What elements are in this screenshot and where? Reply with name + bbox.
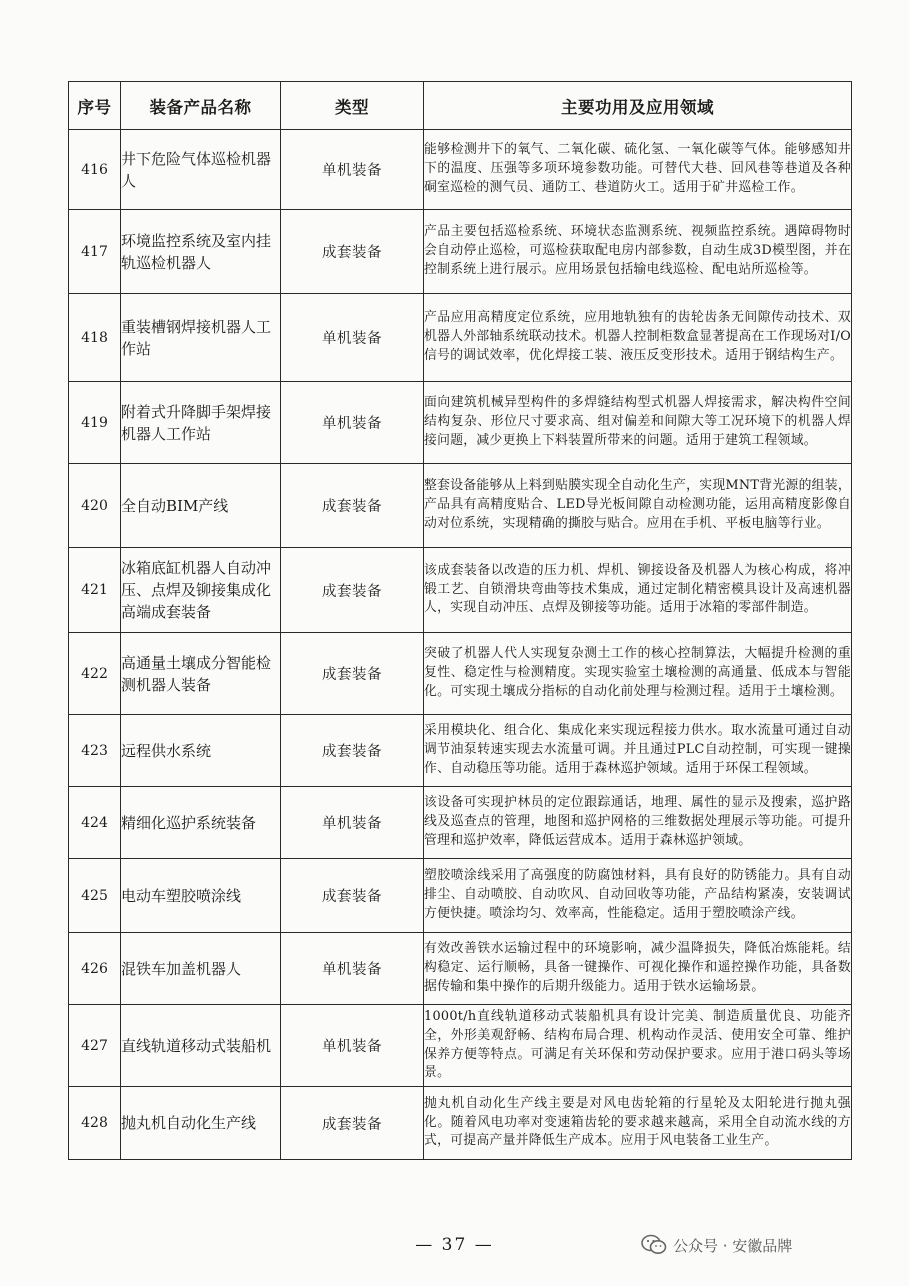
table-row [69,210,852,294]
table-row [69,548,852,633]
function-description: 该设备可实现护林员的定位跟踪通话，地理、属性的显示及搜索，巡护路线及巡查点的管理，地图和巡护网格的三维数据处理展示等功能。可提升管理和巡护效率，降低运营成本。适用于森林巡护领域。 [424,787,852,859]
table-row [69,1005,852,1087]
equipment-type: 成套装备 [281,210,424,294]
row-number: 428 [69,1087,121,1160]
table-row [69,464,852,548]
page-number: — 37 — [415,1235,494,1255]
row-number: 424 [69,787,121,859]
function-description: 塑胶喷涂线采用了高强度的防腐蚀材料，具有良好的防锈能力。具有自动排尘、自动喷胶、自动吹风、自动回收等功能，产品结构紧凑，安装调试方便快捷。喷涂均匀、效率高，性能稳定。适用于塑胶喷涂产线。 [424,859,852,933]
row-number: 426 [69,933,121,1005]
header-no: 序号 [69,82,121,130]
watermark [641,1234,792,1256]
product-name: 抛丸机自动化生产线 [121,1087,281,1160]
function-description: 整套设备能够从上料到贴膜实现全自动化生产，实现MNT背光源的组装，产品具有高精度贴合、LED导光板间隙自动检测功能，运用高精度影像自动对位系统，实现精确的撕胶与贴合。应用在手机、平板电脑等行业。 [424,464,852,548]
function-description: 抛丸机自动化生产线主要是对风电齿轮箱的行星轮及太阳轮进行抛丸强化。随着风电功率对变速箱齿轮的要求越来越高，采用全自动流水线的方式，可提高产量并降低生产成本。应用于风电装备工业生产。 [424,1087,852,1160]
table-row [69,633,852,715]
product-name: 重装槽钢焊接机器人工作站 [121,294,281,382]
equipment-type: 成套装备 [281,633,424,715]
function-description: 该成套装备以改造的压力机、焊机、铆接设备及机器人为核心构成，将冲锻工艺、自锁滑块弯曲等技术集成，通过定制化精密模具设计及高速机器人，实现自动冲压、点焊及铆接等功能。适用于冰箱的零部件制造。 [424,548,852,633]
function-description: 1000t/h直线轨道移动式装船机具有设计完美、制造质量优良、功能齐全，外形美观舒畅、结构布局合理、机构动作灵活、使用安全可靠、维护保养方便等特点。可满足有关环保和劳动保护要求。应用于港口码头等场景。 [424,1005,852,1087]
equipment-type: 成套装备 [281,464,424,548]
row-number: 418 [69,294,121,382]
product-name: 井下危险气体巡检机器人 [121,130,281,210]
table-row [69,130,852,210]
table-row [69,933,852,1005]
equipment-table [68,81,852,1160]
equipment-type: 成套装备 [281,548,424,633]
product-name: 环境监控系统及室内挂轨巡检机器人 [121,210,281,294]
watermark-text: 公众号 · 安徽品牌 [673,1236,793,1255]
table-row [69,294,852,382]
table-row [69,382,852,464]
row-number: 425 [69,859,121,933]
row-number: 421 [69,548,121,633]
row-number: 420 [69,464,121,548]
product-name: 远程供水系统 [121,715,281,787]
equipment-type: 单机装备 [281,933,424,1005]
equipment-type: 成套装备 [281,715,424,787]
row-number: 423 [69,715,121,787]
function-description: 产品应用高精度定位系统，应用地轨独有的齿轮齿条无间隙传动技术、双机器人外部轴系统联动技术。机器人控制柜数盒显著提高在工作现场对I/O信号的调试效率，优化焊接工装、液压反变形技术。适用于钢结构生产。 [424,294,852,382]
row-number: 419 [69,382,121,464]
equipment-type: 单机装备 [281,382,424,464]
equipment-type: 单机装备 [281,1005,424,1087]
equipment-type: 单机装备 [281,787,424,859]
product-name: 电动车塑胶喷涂线 [121,859,281,933]
row-number: 427 [69,1005,121,1087]
row-number: 417 [69,210,121,294]
wechat-icon [641,1234,667,1256]
function-description: 采用模块化、组合化、集成化来实现远程接力供水。取水流量可通过自动调节油泵转速实现去水流量可调。并且通过PLC自动控制，可实现一键操作、自动稳压等功能。适用于森林巡护领域。适用于环保工程领域。 [424,715,852,787]
function-description: 突破了机器人代人实现复杂测土工作的核心控制算法，大幅提升检测的重复性、稳定性与检测精度。实现实验室土壤检测的高通量、低成本与智能化。可实现土壤成分指标的自动化前处理与检测过程。适用于土壤检测。 [424,633,852,715]
function-description: 面向建筑机械异型构件的多焊缝结构型式机器人焊接需求，解决构件空间结构复杂、形位尺寸要求高、组对偏差和间隙大等工况环境下的机器人焊接问题，减少更换上下料装置所带来的问题。适用于建筑工程领域。 [424,382,852,464]
function-description: 产品主要包括巡检系统、环境状态监测系统、视频监控系统。遇障碍物时会自动停止巡检，可巡检获取配电房内部参数，自动生成3D模型图，并在控制系统上进行展示。应用场景包括输电线巡检、配电站所巡检等。 [424,210,852,294]
table-row [69,715,852,787]
table-row [69,1087,852,1160]
product-name: 精细化巡护系统装备 [121,787,281,859]
product-name: 直线轨道移动式装船机 [121,1005,281,1087]
equipment-type: 成套装备 [281,859,424,933]
product-name: 全自动BIM产线 [121,464,281,548]
table-row [69,787,852,859]
header-type: 类型 [281,82,424,130]
table-header-row [69,82,852,130]
row-number: 416 [69,130,121,210]
header-name: 装备产品名称 [121,82,281,130]
product-name: 高通量土壤成分智能检测机器人装备 [121,633,281,715]
function-description: 能够检测井下的氧气、二氧化碳、硫化氢、一氧化碳等气体。能够感知井下的温度、压强等多项环境参数功能。可替代大巷、回风巷等巷道及各种硐室巡检的测气员、通防工、巷道防火工。适用于矿井巡检工作。 [424,130,852,210]
product-name: 冰箱底缸机器人自动冲压、点焊及铆接集成化高端成套装备 [121,548,281,633]
equipment-type: 单机装备 [281,130,424,210]
row-number: 422 [69,633,121,715]
equipment-type: 单机装备 [281,294,424,382]
product-name: 混铁车加盖机器人 [121,933,281,1005]
table-row [69,859,852,933]
header-desc: 主要功用及应用领域 [424,82,852,130]
equipment-type: 成套装备 [281,1087,424,1160]
function-description: 有效改善铁水运输过程中的环境影响，减少温降损失，降低冶炼能耗。结构稳定、运行顺畅，具备一键操作、可视化操作和遥控操作功能，具备数据传输和集中操作的后期升级能力。适用于铁水运输场景。 [424,933,852,1005]
product-name: 附着式升降脚手架焊接机器人工作站 [121,382,281,464]
